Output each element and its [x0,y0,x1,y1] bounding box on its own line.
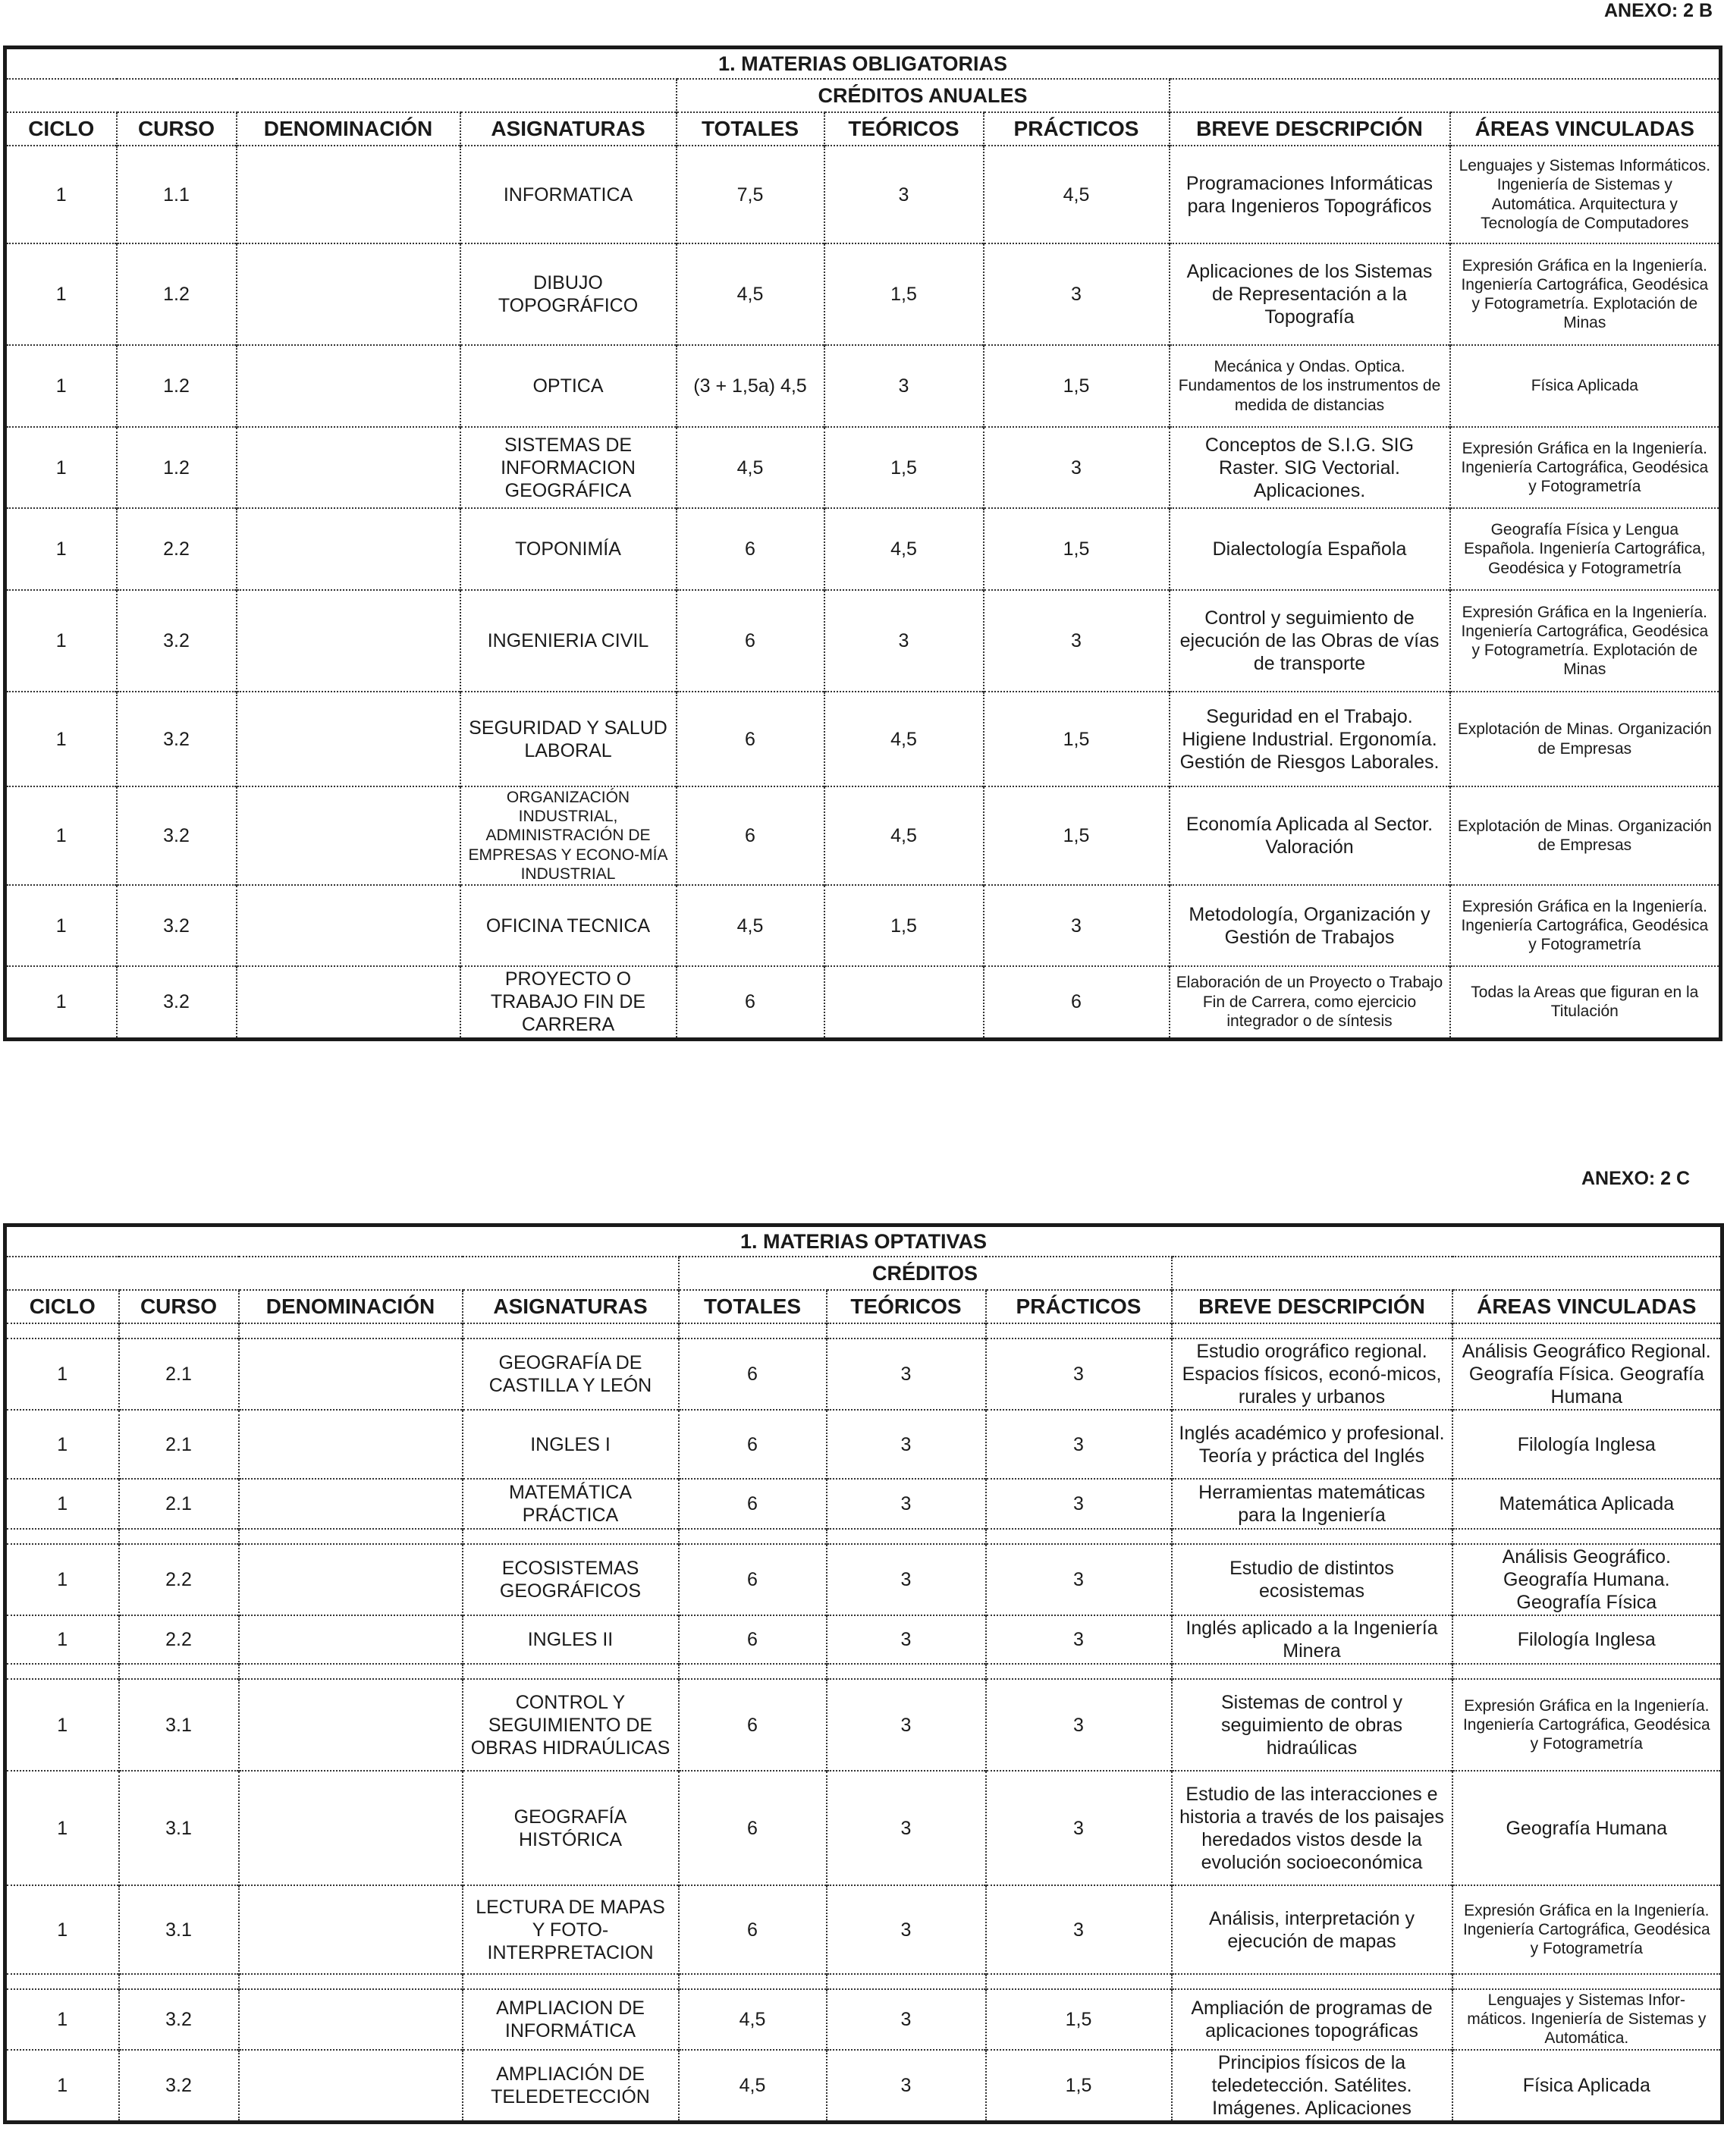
column-header: BREVE DESCRIPCIÓN [1172,1290,1452,1323]
column-header: ÁREAS VINCULADAS [1452,1290,1722,1323]
table-title: 1. MATERIAS OBLIGATORIAS [718,52,1008,75]
table-row: 1 3.2 AMPLIACIÓN DE TELEDETECCIÓN 4,5 3 1,5 Principios físicos de la teledetección. Satélites. Imágenes. Aplicaciones Física Aplicada [5,2050,1722,2123]
compulsory-subjects-table [3,46,1722,1041]
column-header: TEÓRICOS [824,112,984,146]
column-header: TOTALES [679,1290,827,1323]
table-row: 1 1.2 SISTEMAS DE INFORMACION GEOGRÁFICA 4,5 1,5 3 Conceptos de S.I.G. SIG Raster. SIG Vectorial. Aplicaciones. Expresión Gráfica en la Ingeniería. Ingeniería Cartográfica, Geodésica y Fotogrametría [5,427,1721,508]
table-row: 1 2.1 MATEMÁTICA PRÁCTICA 6 3 3 Herramientas matemáticas para la Ingeniería Matemática Aplicada [5,1479,1722,1529]
column-header: CURSO [119,1290,239,1323]
column-header: TOTALES [677,112,824,146]
column-header: DENOMINACIÓN [239,1290,463,1323]
table-row: 1 2.2 INGLES II 6 3 3 Inglés aplicado a la Ingeniería Minera Filología Inglesa [5,1615,1722,1664]
spacer-row [5,1664,1722,1679]
table-row: 1 3.1 GEOGRAFÍA HISTÓRICA 6 3 3 Estudio de las interacciones e historia a través de los paisajes heredados vistos desde la evolución socioeconómica Geografía Humana [5,1771,1722,1885]
table-row: 1 3.2 SEGURIDAD Y SALUD LABORAL 6 4,5 1,5 Seguridad en el Trabajo. Higiene Industrial. Ergonomía. Gestión de Riesgos Laborales. Explotación de Minas. Organización de Empresas [5,692,1721,786]
column-header: CICLO [5,1290,119,1323]
column-header: ASIGNATURAS [463,1290,679,1323]
table-title: 1. MATERIAS OPTATIVAS [740,1229,988,1253]
table-row: 1 3.2 ORGANIZACIÓN INDUSTRIAL, ADMINISTRACIÓN DE EMPRESAS Y ECONO-MÍA INDUSTRIAL 6 4,5 1,5 Economía Aplicada al Sector. Valoración Explotación de Minas. Organización de Empresas [5,786,1721,885]
table-row: 1 1.2 OPTICA (3 + 1,5a) 4,5 3 1,5 Mecánica y Ondas. Optica. Fundamentos de los instrumentos de medida de distancias Física Aplicada [5,345,1721,427]
table-row: 1 2.1 GEOGRAFÍA DE CASTILLA Y LEÓN 6 3 3 Estudio orográfico regional. Espacios físicos, econó-micos, rurales y urbanos Análisis Geográfico Regional. Geografía Física. Geografía Humana [5,1338,1722,1410]
table-row: 1 3.2 PROYECTO O TRABAJO FIN DE CARRERA 6 6 Elaboración de un Proyecto o Trabajo Fin de Carrera, como ejercicio integrador o de síntesis Todas la Areas que figuran en la Titulación [5,966,1721,1039]
annex-b-label: ANEXO: 2 B [1604,0,1713,21]
table-row: 1 3.1 LECTURA DE MAPAS Y FOTO-INTERPRETACION 6 3 3 Análisis, interpretación y ejecución de mapas Expresión Gráfica en la Ingeniería. Ingeniería Cartográfica, Geodésica y Fotogrametría [5,1885,1722,1974]
spacer-row [5,1323,1722,1338]
column-header: PRÁCTICOS [984,112,1170,146]
table-row: 1 2.1 INGLES I 6 3 3 Inglés académico y profesional. Teoría y práctica del Inglés Filología Inglesa [5,1410,1722,1479]
column-header: ÁREAS VINCULADAS [1450,112,1721,146]
credits-group-header: CRÉDITOS ANUALES [677,79,1170,112]
column-header: CICLO [5,112,117,146]
column-header: BREVE DESCRIPCIÓN [1170,112,1450,146]
column-header: ASIGNATURAS [460,112,677,146]
table-row: 1 2.2 ECOSISTEMAS GEOGRÁFICOS 6 3 3 Estudio de distintos ecosistemas Análisis Geográfico. Geografía Humana. Geografía Física [5,1544,1722,1615]
table-row: 1 3.1 CONTROL Y SEGUIMIENTO DE OBRAS HIDRAÚLICAS 6 3 3 Sistemas de control y seguimiento de obras hidraúlicas Expresión Gráfica en la Ingeniería. Ingeniería Cartográfica, Geodésica y Fotogrametría [5,1679,1722,1771]
column-header: TEÓRICOS [827,1290,986,1323]
table-row: 1 1.1 INFORMATICA 7,5 3 4,5 Programaciones Informáticas para Ingenieros Topográficos Lenguajes y Sistemas Informáticos. Ingeniería de Sistemas y Automática. Arquitectura y Tecnología de Computadores [5,146,1721,243]
table-row: 1 2.2 TOPONIMÍA 6 4,5 1,5 Dialectología Española Geografía Física y Lengua Española. Ingeniería Cartográfica, Geodésica y Fotogrametría [5,508,1721,590]
table-row: 1 3.2 INGENIERIA CIVIL 6 3 3 Control y seguimiento de ejecución de las Obras de vías de transporte Expresión Gráfica en la Ingeniería. Ingeniería Cartográfica, Geodésica y Fotogrametría. Explotación de Minas [5,590,1721,692]
spacer-row [5,1974,1722,1989]
optional-subjects-table [3,1223,1724,2124]
credits-group-header: CRÉDITOS [679,1257,1172,1290]
column-header: PRÁCTICOS [986,1290,1172,1323]
column-header: DENOMINACIÓN [237,112,460,146]
column-header: CURSO [117,112,237,146]
spacer-row [5,1529,1722,1544]
table-row: 1 3.2 OFICINA TECNICA 4,5 1,5 3 Metodología, Organización y Gestión de Trabajos Expresión Gráfica en la Ingeniería. Ingeniería Cartográfica, Geodésica y Fotogrametría [5,885,1721,966]
table-row: 1 3.2 AMPLIACION DE INFORMÁTICA 4,5 3 1,5 Ampliación de programas de aplicaciones topográficas Lenguajes y Sistemas Infor-máticos. Ingeniería de Sistemas y Automática. [5,1989,1722,2050]
table-row: 1 1.2 DIBUJO TOPOGRÁFICO 4,5 1,5 3 Aplicaciones de los Sistemas de Representación a la Topografía Expresión Gráfica en la Ingeniería. Ingeniería Cartográfica, Geodésica y Fotogrametría. Explotación de Minas [5,243,1721,345]
annex-c-label: ANEXO: 2 C [1581,1168,1691,1189]
